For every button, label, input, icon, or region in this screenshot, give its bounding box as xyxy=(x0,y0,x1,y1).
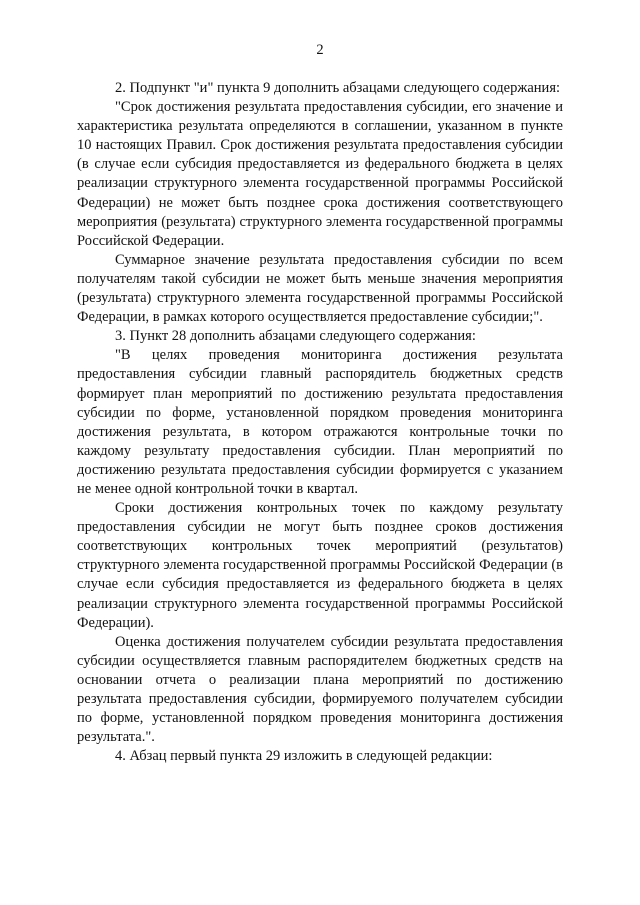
paragraph-item-2: 2. Подпункт "и" пункта 9 дополнить абзацами следующего содержания: xyxy=(115,80,561,96)
paragraph-assessment: Оценка достижения получателем субсидии результата предоставления субсидии осуществляется главным распорядителем бюджетных средств на основании отчета о реализации плана мероприятий по достижению результата предоставления субсидии, формируемого получателем субсидии по форме, установленной порядком проведения мониторинга достижения результата.". xyxy=(77,633,563,746)
page-number: 2 xyxy=(316,42,324,58)
paragraph-monitoring-plan: "В целях проведения мониторинга достижения результата предоставления субсидии главный распорядитель бюджетных средств формирует план мероприятий по достижению результата предоставления субсидии по форме, установленной порядком проведения мониторинга достижения результата, в котором отражаются контрольные точки по каждому результату предоставления субсидии. План мероприятий по достижению результата предоставления субсидии формируется с указанием не менее одной контрольной точки в квартал. xyxy=(77,347,563,497)
paragraph-total-value: Суммарное значение результата предоставления субсидии по всем получателям такой субсидии не может быть меньше значения мероприятия (результата) структурного элемента государственной программы Российской Федерации, в рамках которого осуществляется предоставление субсидии;". xyxy=(77,251,563,326)
paragraph-item-4: 4. Абзац первый пункта 29 изложить в следующей редакции: xyxy=(115,748,493,765)
paragraph-checkpoint-deadlines: Сроки достижения контрольных точек по каждому результату предоставления субсидии не могут быть позднее сроков достижения соответствующих контрольных точек мероприятий (результатов) структурного элемента государственной программы Российской Федерации (в случае если субсидия предоставляется из федерального бюджета в целях реализации структурного элемента государственной программы Российской Федерации). xyxy=(77,500,563,631)
paragraph-item-3: 3. Пункт 28 дополнить абзацами следующего содержания: xyxy=(115,328,476,345)
paragraph-deadline-definition: "Срок достижения результата предоставления субсидии, его значение и характеристика результата определяются в соглашении, указанном в пункте 10 настоящих Правил. Срок достижения результата предоставления субсидии (в случае если субсидия предоставляется из федерального бюджета в целях реализации структурного элемента государственной программы Российской Федерации) не может быть позднее срока достижения соответствующего мероприятия (результата) структурного элемента государственной программы Российской Федерации. xyxy=(77,99,563,249)
document-body xyxy=(77,79,563,766)
